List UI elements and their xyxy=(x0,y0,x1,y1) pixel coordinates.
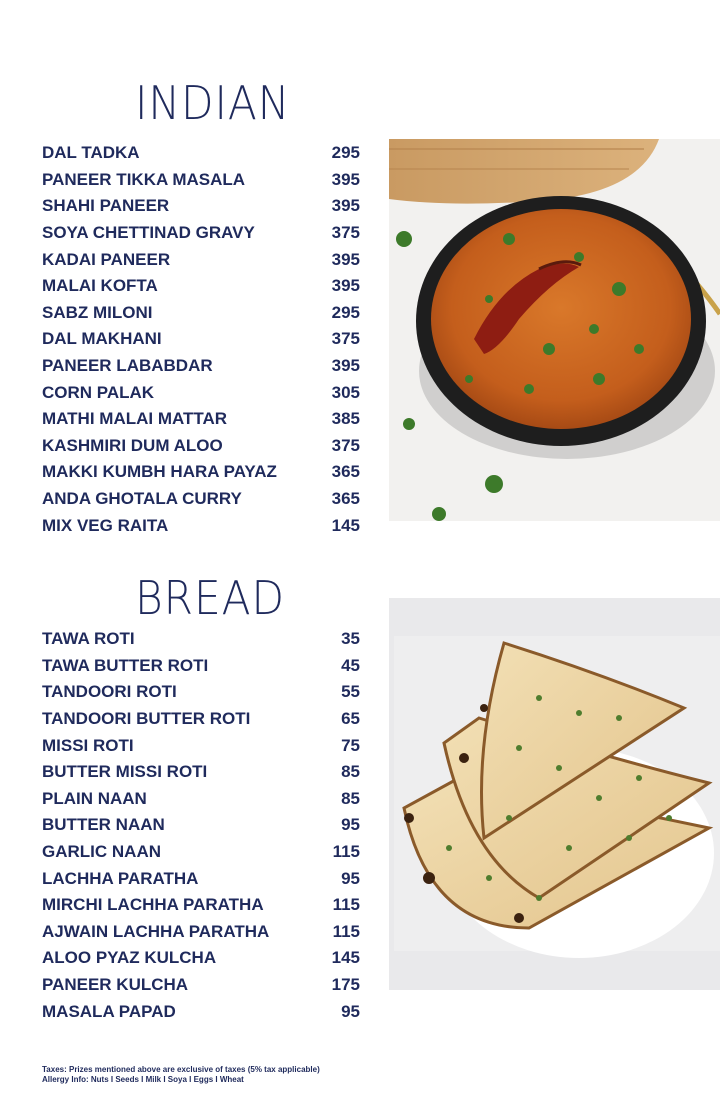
item-name: ANDA GHOTALA CURRY xyxy=(42,489,242,509)
footer-notes xyxy=(42,1065,320,1085)
item-price: 75 xyxy=(341,735,360,755)
dal-bowl-photo xyxy=(389,139,720,521)
menu-item-bread xyxy=(42,626,360,653)
item-name: KADAI PANEER xyxy=(42,249,171,269)
item-price: 85 xyxy=(341,762,360,782)
item-price: 115 xyxy=(332,921,360,941)
menu-item-bread xyxy=(42,839,360,866)
item-name: TANDOORI BUTTER ROTI xyxy=(42,709,251,729)
menu-item-indian xyxy=(42,167,360,194)
item-name: SOYA CHETTINAD GRAVY xyxy=(42,223,255,243)
menu-item-indian xyxy=(42,406,360,433)
menu-item-indian xyxy=(42,433,360,460)
item-price: 85 xyxy=(341,788,360,808)
item-name: BUTTER NAAN xyxy=(42,815,165,835)
item-price: 145 xyxy=(331,948,360,968)
item-name: DAL TADKA xyxy=(42,143,140,163)
menu-item-bread xyxy=(42,679,360,706)
item-name: MATHI MALAI MATTAR xyxy=(42,409,228,429)
item-price: 35 xyxy=(341,629,360,649)
menu-list-indian xyxy=(42,140,360,539)
item-name: MIX VEG RAITA xyxy=(42,515,169,535)
item-price: 295 xyxy=(331,143,360,163)
menu-item-bread xyxy=(42,972,360,999)
menu-item-bread xyxy=(42,759,360,786)
menu-item-bread xyxy=(42,998,360,1025)
menu-item-bread xyxy=(42,786,360,813)
item-price: 395 xyxy=(331,356,360,376)
menu-item-indian xyxy=(42,220,360,247)
item-name: MAKKI KUMBH HARA PAYAZ xyxy=(42,462,277,482)
menu-item-bread xyxy=(42,892,360,919)
item-name: DAL MAKHANI xyxy=(42,329,162,349)
menu-item-indian xyxy=(42,459,360,486)
item-name: LACHHA PARATHA xyxy=(42,868,199,888)
menu-item-indian xyxy=(42,379,360,406)
allergy-note: Allergy Info: Nuts I Seeds I Milk I Soya I Eggs I Wheat xyxy=(42,1075,244,1084)
item-name: TAWA ROTI xyxy=(42,629,135,649)
menu-item-bread xyxy=(42,653,360,680)
menu-item-indian xyxy=(42,326,360,353)
item-price: 375 xyxy=(331,223,360,243)
item-price: 95 xyxy=(341,815,360,835)
menu-item-indian xyxy=(42,273,360,300)
item-price: 395 xyxy=(331,169,360,189)
menu-item-indian xyxy=(42,193,360,220)
item-name: TAWA BUTTER ROTI xyxy=(42,655,209,675)
menu-item-bread xyxy=(42,812,360,839)
item-price: 295 xyxy=(331,302,360,322)
item-price: 385 xyxy=(331,409,360,429)
menu-item-indian xyxy=(42,246,360,273)
section-title-bread: BREAD xyxy=(135,571,286,625)
menu-item-bread xyxy=(42,919,360,946)
item-name: MASALA PAPAD xyxy=(42,1001,176,1021)
item-name: MALAI KOFTA xyxy=(42,276,158,296)
item-name: SABZ MILONI xyxy=(42,302,153,322)
item-name: MIRCHI LACHHA PARATHA xyxy=(42,895,264,915)
menu-item-bread xyxy=(42,945,360,972)
item-name: CORN PALAK xyxy=(42,382,155,402)
item-name: PANEER TIKKA MASALA xyxy=(42,169,246,189)
item-name: GARLIC NAAN xyxy=(42,842,161,862)
item-name: ALOO PYAZ KULCHA xyxy=(42,948,217,968)
item-name: PANEER LABABDAR xyxy=(42,356,213,376)
menu-item-bread xyxy=(42,865,360,892)
item-price: 115 xyxy=(332,842,360,862)
tax-note: Taxes: Prizes mentioned above are exclusive of taxes (5% tax applicable) xyxy=(42,1065,320,1074)
menu-item-indian xyxy=(42,353,360,380)
menu-item-indian xyxy=(42,140,360,167)
menu-item-indian xyxy=(42,300,360,327)
item-price: 375 xyxy=(331,435,360,455)
item-price: 365 xyxy=(331,489,360,509)
item-price: 145 xyxy=(331,515,360,535)
menu-item-indian xyxy=(42,512,360,539)
item-name: PLAIN NAAN xyxy=(42,788,147,808)
item-name: PANEER KULCHA xyxy=(42,975,189,995)
naan-photo xyxy=(389,598,720,990)
item-price: 395 xyxy=(331,249,360,269)
item-name: BUTTER MISSI ROTI xyxy=(42,762,208,782)
menu-list-bread xyxy=(42,626,360,1025)
item-price: 45 xyxy=(341,655,360,675)
item-price: 115 xyxy=(332,895,360,915)
item-name: TANDOORI ROTI xyxy=(42,682,177,702)
menu-item-bread xyxy=(42,706,360,733)
item-price: 395 xyxy=(331,196,360,216)
section-title-indian: INDIAN xyxy=(135,76,291,130)
item-price: 375 xyxy=(331,329,360,349)
item-price: 395 xyxy=(331,276,360,296)
item-price: 65 xyxy=(341,709,360,729)
item-price: 175 xyxy=(331,975,360,995)
menu-item-bread xyxy=(42,732,360,759)
item-name: SHAHI PANEER xyxy=(42,196,170,216)
item-price: 55 xyxy=(341,682,360,702)
item-name: AJWAIN LACHHA PARATHA xyxy=(42,921,270,941)
item-price: 305 xyxy=(331,382,360,402)
item-price: 95 xyxy=(341,1001,360,1021)
item-name: MISSI ROTI xyxy=(42,735,134,755)
item-name: KASHMIRI DUM ALOO xyxy=(42,435,223,455)
item-price: 365 xyxy=(331,462,360,482)
menu-item-indian xyxy=(42,486,360,513)
item-price: 95 xyxy=(341,868,360,888)
